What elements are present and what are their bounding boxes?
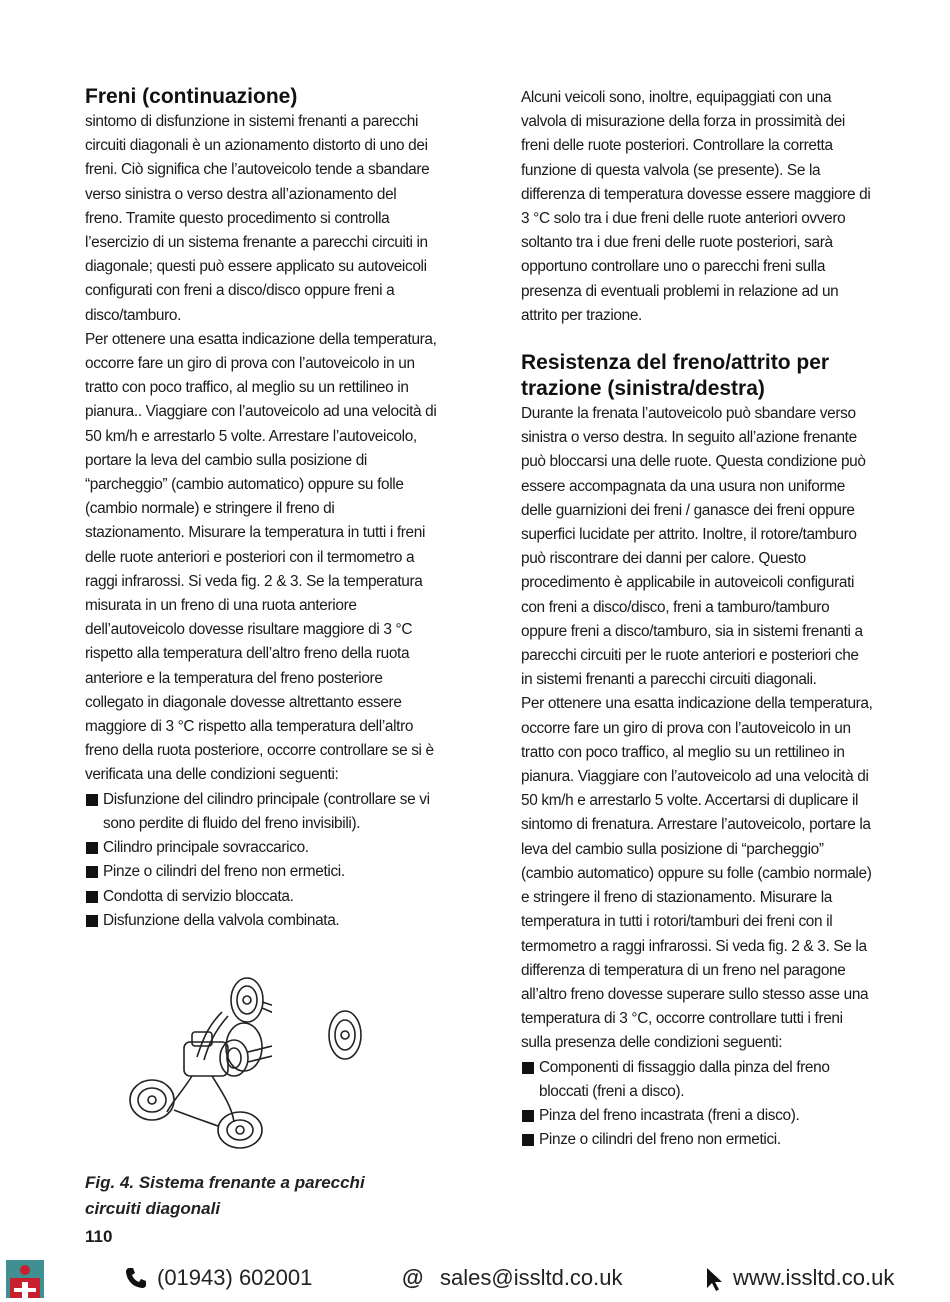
rear-right-wheel-illustration <box>325 1005 365 1065</box>
right-paragraph-2: Durante la frenata l’autoveicolo può sbandare verso sinistra o verso destra. In seguito all’azione frenante può bloccarsi una delle ruote. Questa condizione può essere accompagnata da una usura non uniforme delle guarnizioni dei freni / ganasce dei freni oppure superfici lucidate per attrito. Inoltre, il rotore/tamburo può riscontrare dei danni per calore. Questo procedimento è applicabile in autoveicoli configurati con freni a disco/disco, freni a tamburo/tamburo oppure freni a disco/tamburo, sia in sistemi frenanti a parecchi circuiti per le ruote anteriori e posteriori che in sistemi frenanti a parecchi circuiti diagonali. <box>521 405 866 689</box>
at-icon: @ <box>402 1265 424 1290</box>
footer-website[interactable]: www.issltd.co.uk <box>733 1265 895 1290</box>
list-item: Pinze o cilindri del freno non ermetici. <box>521 1128 873 1152</box>
phone-icon <box>124 1266 148 1290</box>
page-number: 110 <box>85 1227 113 1246</box>
list-item: Pinze o cilindri del freno non ermetici. <box>85 860 437 884</box>
right-bullet-list <box>521 1056 873 1153</box>
footer-email[interactable]: sales@issltd.co.uk <box>440 1265 623 1290</box>
footer-phone[interactable]: (01943) 602001 <box>157 1265 313 1290</box>
figure-caption: Fig. 4. Sistema frenante a parecchi circuiti diagonali <box>85 1173 365 1218</box>
brake-system-illustration <box>122 972 272 1152</box>
list-item: Disfunzione della valvola combinata. <box>85 909 437 933</box>
list-item: Disfunzione del cilindro principale (controllare se vi sono perdite di fluido del freno invisibili). <box>85 788 437 836</box>
left-bullet-list <box>85 788 437 933</box>
left-paragraph-1: sintomo di disfunzione in sistemi frenanti a parecchi circuiti diagonali è un azionamento distorto di uno dei freni. Ciò significa che l’autoveicolo tende a sbandare verso sinistra o verso destra all’azionamento del freno. Tramite questo procedimento si controlla l’esercizio di un sistema frenante a parecchi circuiti in diagonale; questi può essere applicato su autoveicoli configurati con freni a disco/disco oppure freni a disco/tamburo. <box>85 113 430 324</box>
list-item: Condotta di servizio bloccata. <box>85 885 437 909</box>
right-column <box>521 86 873 1152</box>
list-item: Pinza del freno incastrata (freni a disco). <box>521 1104 873 1128</box>
left-paragraph-2: Per ottenere una esatta indicazione della temperatura, occorre fare un giro di prova con l’autoveicolo in un tratto con poco traffico, al meglio su un rettilineo in pianura.. Viaggiare con l’autoveicolo ad una velocità di 50 km/h e arrestarlo 5 volte. Arrestare l’autoveicolo, portare la leva del cambio sulla posizione di “parcheggio” (cambio automatico) oppure su folle (cambio normale) e stringere il freno di stazionamento. Misurare la temperatura in tutti i freni delle ruote anteriori e posteriori con il termometro a raggi infrarossi. Si veda fig. 2 & 3. Se la temperatura misurata in un freno di una ruota anteriore dell’autoveicolo dovesse risultare maggiore di 3 °C rispetto alla temperatura dell’altro freno della ruota anteriore e la temperatura del freno posteriore collegato in diagonale dovesse altrettanto essere maggiore di 3 °C rispetto alla temperatura dell’altro freno della ruota posteriore, occorre controllare se si è verificata una delle condizioni seguenti: <box>85 330 437 784</box>
left-column <box>85 84 437 933</box>
cursor-icon <box>704 1266 724 1292</box>
list-item: Cilindro principale sovraccarico. <box>85 836 437 860</box>
right-paragraph-1: Alcuni veicoli sono, inoltre, equipaggiati con una valvola di misurazione della forza in prossimità dei freni delle ruote posteriori. Controllare la corretta funzione di questa valvola (se presente). Se la differenza di temperatura dovesse essere maggiore di 3 °C solo tra i due freni delle ruote anteriori ovvero soltanto tra i due freni delle ruote posteriori, sarà opportuno controllare uno o parecchi freni sulla presenza di eventuali problemi in relazione ad un attrito per trazione. <box>521 89 871 324</box>
list-item: Componenti di fissaggio dalla pinza del freno bloccati (freni a disco). <box>521 1056 873 1104</box>
section-heading-resistenza: Resistenza del freno/attrito per trazione (sinistra/destra) <box>521 351 830 401</box>
section-heading-freni: Freni (continuazione) <box>85 85 298 108</box>
right-paragraph-3: Per ottenere una esatta indicazione della temperatura, occorre fare un giro di prova con l’autoveicolo in un tratto con poco traffico, al meglio su un rettilineo in pianura. Viaggiare con l’autoveicolo ad una velocità di 50 km/h e arrestarlo 5 volte. Accertarsi di duplicare il sintomo di frenatura. Arrestare l’autoveicolo, portare la leva del cambio sulla posizione di “parcheggio” (cambio automatico) oppure su folle (cambio normale) e stringere il freno di stazionamento. Misurare la temperatura in tutti i rotori/tamburi dei freni con il termometro a raggi infrarossi. Si veda fig. 2 & 3. Se la differenza di temperatura di un freno nel paragone all’altro freno dovesse superare sullo stesso asse una temperatura di 3 °C, occorre controllare tutti i freni sulla presenza delle condizioni seguenti: <box>521 695 873 1052</box>
page-footer <box>0 1258 950 1302</box>
company-logo <box>6 1260 44 1298</box>
